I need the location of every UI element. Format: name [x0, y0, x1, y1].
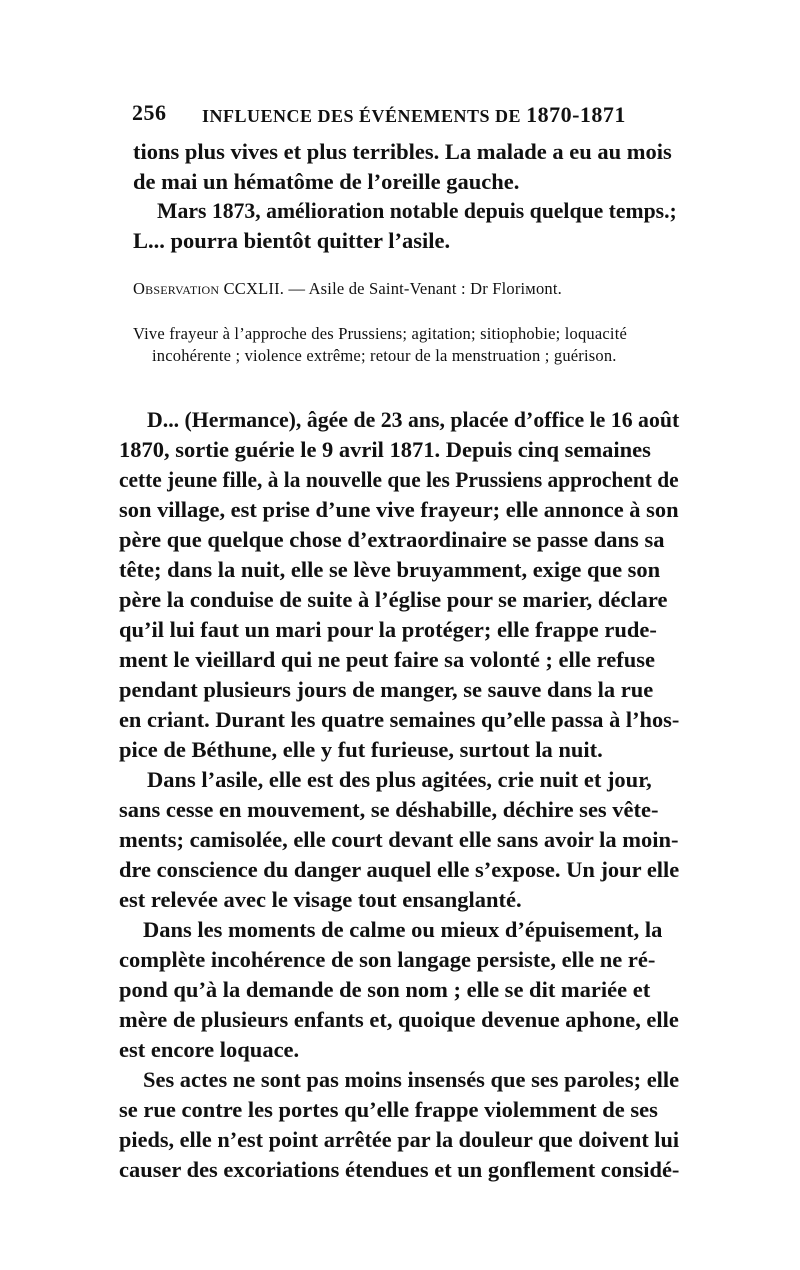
running-head — [132, 100, 652, 130]
text-line: père que quelque chose d’extraordinaire se passe dans sa — [119, 527, 665, 552]
text-line: pice de Béthune, elle y fut furieuse, surtout la nuit. — [119, 737, 603, 762]
running-title-years: 1870-1871 — [526, 102, 626, 127]
text-line: est relevée avec le visage tout ensanglanté. — [119, 887, 522, 912]
running-title — [202, 102, 626, 128]
text-line: son village, est prise d’une vive frayeur; elle annonce à son — [119, 497, 679, 522]
text-line: Dans les moments de calme ou mieux d’épuisement, la — [143, 917, 663, 942]
observation-label: Observation CCXLII. — [133, 279, 285, 298]
text-line: qu’il lui faut un mari pour la protéger; elle frappe rude- — [119, 617, 657, 642]
text-line: se rue contre les portes qu’elle frappe violemment de ses — [119, 1097, 658, 1122]
text-line: tête; dans la nuit, elle se lève bruyamment, exige que son — [119, 557, 661, 582]
text-line: en criant. Durant les quatre semaines qu’elle passa à l’hos- — [119, 707, 680, 732]
text-line: D... (Hermance), âgée de 23 ans, placée d’office le 16 août — [147, 407, 680, 432]
text-line: complète incohérence de son langage persiste, elle ne ré- — [119, 947, 656, 972]
text-line: pieds, elle n’est point arrêtée par la douleur que doivent lui — [119, 1127, 680, 1152]
text-line: ments; camisolée, elle court devant elle sans avoir la moin- — [119, 827, 679, 852]
summary-line: incohérente ; violence extrême; retour de la menstruation ; guérison. — [152, 346, 617, 365]
text-line: Mars 1873, amélioration notable depuis quelque temps.; — [157, 198, 677, 223]
text-line: dre conscience du danger auquel elle s’expose. Un jour elle — [119, 857, 680, 882]
text-line: 1870, sortie guérie le 9 avril 1871. Depuis cinq semaines — [119, 437, 651, 462]
text-line: mère de plusieurs enfants et, quoique devenue aphone, elle — [119, 1007, 679, 1032]
text-line: pond qu’à la demande de son nom ; elle se dit mariée et — [119, 977, 651, 1002]
text-line: causer des excoriations étendues et un gonflement considé- — [119, 1157, 680, 1182]
text-line: sans cesse en mouvement, se déshabille, déchire ses vête- — [119, 797, 659, 822]
text-line: pendant plusieurs jours de manger, se sauve dans la rue — [119, 677, 654, 702]
observation-source: — Asile de Saint-Venant : Dr Floriмont. — [284, 279, 562, 298]
text-line: Dans l’asile, elle est des plus agitées, crie nuit et jour, — [147, 767, 652, 792]
page-number: 256 — [132, 100, 167, 125]
observation-title — [133, 279, 562, 299]
text-line: L... pourra bientôt quitter l’asile. — [133, 228, 451, 253]
text-line: de mai un hématôme de l’oreille gauche. — [133, 169, 520, 194]
text-line: cette jeune fille, à la nouvelle que les Prussiens approchent de — [119, 467, 679, 492]
text-line: tions plus vives et plus terribles. La malade a eu au mois — [133, 139, 672, 164]
running-title-text: INFLUENCE DES ÉVÉNEMENTS DE — [202, 106, 527, 126]
text-line: est encore loquace. — [119, 1037, 300, 1062]
text-line: père la conduise de suite à l’église pour se marier, déclare — [119, 587, 668, 612]
summary-line: Vive frayeur à l’approche des Prussiens; agitation; sitiophobie; loquacité — [133, 324, 628, 343]
text-line: ment le vieillard qui ne peut faire sa volonté ; elle refuse — [119, 647, 655, 672]
text-line: Ses actes ne sont pas moins insensés que ses paroles; elle — [143, 1067, 680, 1092]
